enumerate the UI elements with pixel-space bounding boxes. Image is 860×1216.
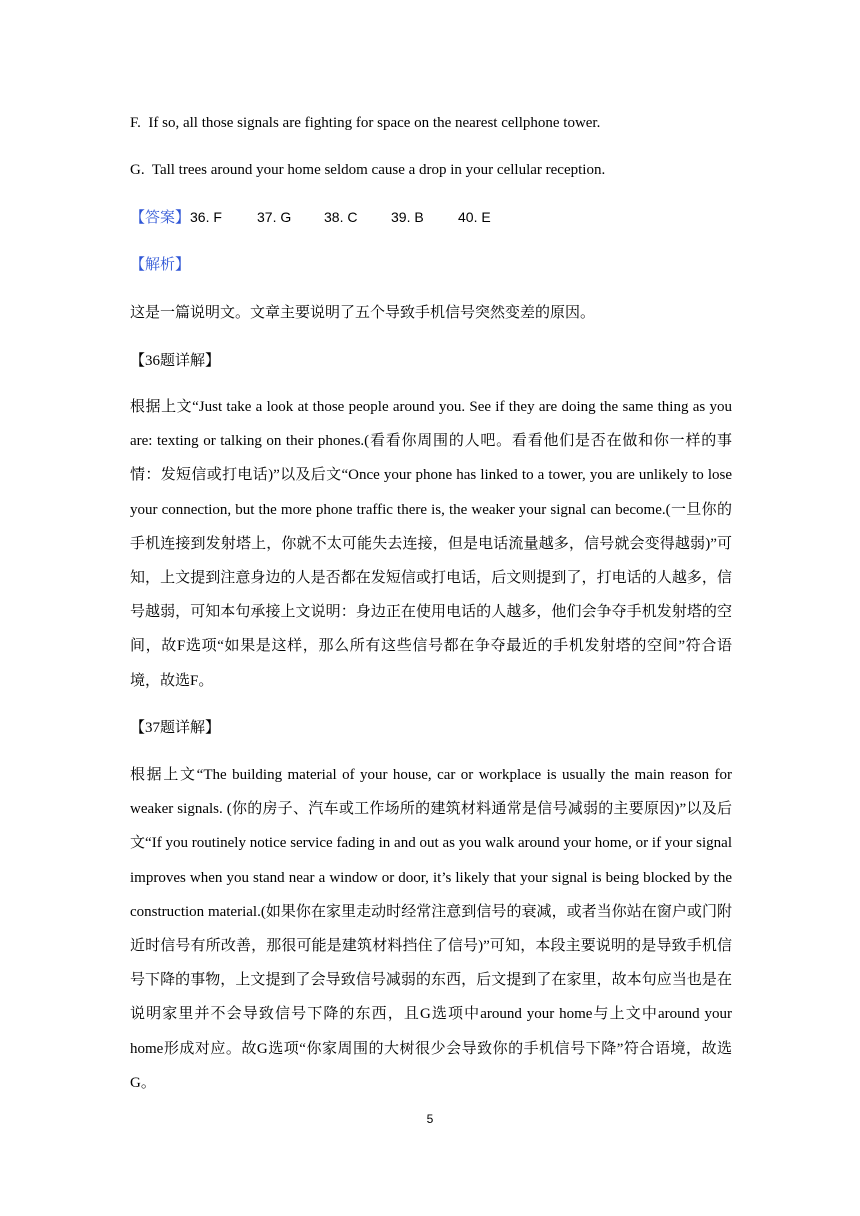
q37-body: 根据上文“The building material of your house, car or workplace is usually the main reason for weaker signals. (你的房子、汽车或工作场所的建筑材料通常是信号减弱的主要原因)”以及后文“If you routinely notice service fading in and out as you walk around your home, or if your signal improves when you stand near a window or door, it’s likely that your signal is being blocked by the construction material.(如果你在家里走动时经常注意到信号的衰减，或者当你站在窗户或门附近时信号有所改善，那很可能是建筑材料挡住了信号)”可知，本段主要说明的是导致手机信号下降的事物，上文提到了会导致信号减弱的东西，后文提到了在家里，故本句应当也是在说明家里并不会导致信号下降的东西，且G选项中around your home与上文中around your home形成对应。故G选项“你家周围的大树很少会导致你的手机信号下降”符合语境，故选G。 <box>130 767 732 1091</box>
analysis-summary: 这是一篇说明文。文章主要说明了五个导致手机信号突然变差的原因。 <box>130 305 596 321</box>
answer-item: 36. F <box>190 209 222 225</box>
answer-item: 39. B <box>391 209 424 225</box>
q36-body: 根据上文“Just take a look at those people around you. See if they are doing the same thing as you are: texting or talking on their phones.(看看你周围的人吧。看看他们是否在做和你一样的事情：发短信或打电话)”以及后文“Once your phone has linked to a tower, you are unlikely to lose your connection, but the more phone traffic there is, the weaker your signal can become.(一旦你的手机连接到发射塔上，你就不太可能失去连接，但是电话流量越多，信号就会变得越弱)”可知，上文提到注意身边的人是否都在发短信或打电话，后文则提到了，打电话的人越多，信号越弱，可知本句承接上文说明：身边正在使用电话的人越多，他们会争夺手机发射塔的空间，故F选项“如果是这样，那么所有这些信号都在争夺最近的手机发射塔的空间”符合语境，故选F。 <box>130 399 732 689</box>
answer-item: 38. C <box>324 209 358 225</box>
option-f-letter: F. <box>130 115 141 131</box>
q36-heading: 【36题详解】 <box>130 353 221 369</box>
answer-label: 【答案】 <box>130 210 191 226</box>
option-f-text: If so, all those signals are fighting for space on the nearest cellphone tower. <box>148 115 601 131</box>
page-number: 5 <box>426 1112 434 1126</box>
option-f <box>130 113 600 133</box>
analysis-label: 【解析】 <box>130 257 191 273</box>
answer-line <box>130 207 525 228</box>
option-g-letter: G. <box>130 162 145 178</box>
q37-heading: 【37题详解】 <box>130 720 221 736</box>
answer-item: 40. E <box>458 209 491 225</box>
answer-item: 37. G <box>257 209 292 225</box>
option-g <box>130 160 605 180</box>
option-g-text: Tall trees around your home seldom cause a drop in your cellular reception. <box>151 162 606 178</box>
